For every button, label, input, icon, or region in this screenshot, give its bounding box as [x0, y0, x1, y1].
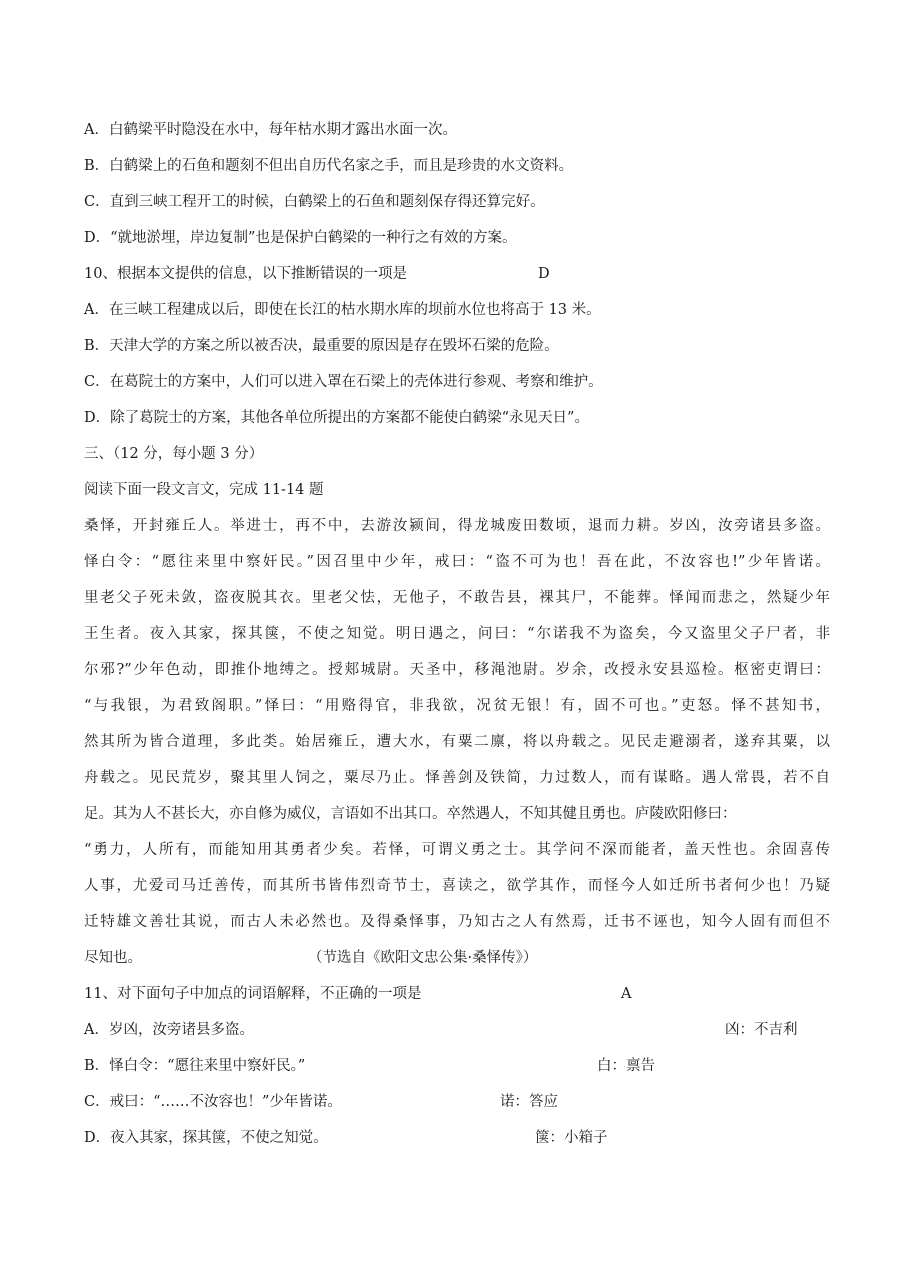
q10-answer: D [538, 266, 550, 282]
q11-definition-a: 凶：不吉利 [725, 1022, 798, 1038]
passage-line: 怿白令：“愿往来里中察奸民。”因召里中少年，戒曰：“盗不可为也！吾在此，不汝容也!”少年皆诺。 [84, 554, 830, 570]
q11-definition-b: 白：禀告 [597, 1058, 655, 1074]
q10-option-c: C．在葛院士的方案中，人们可以进入罩在石梁上的壳体进行参观、考察和维护。 [84, 374, 603, 390]
passage-line: 然其所为皆合道理，多此类。始居雍丘，遭大水，有粟二廪，将以舟载之。见民走避溺者，遂弃其粟，以 [84, 734, 830, 750]
q11-answer: A [621, 986, 632, 1002]
passage-source: （节选自《欧阳文忠公集·桑怿传》） [308, 950, 538, 966]
q9-option-d: D．“就地淤埋，岸边复制”也是保护白鹤梁的一种行之有效的方案。 [84, 230, 517, 246]
passage-line: 足。其为人不甚长大，亦自修为威仪，言语如不出其口。卒然遇人，不知其健且勇也。庐陵欧阳修曰： [84, 806, 737, 822]
q11-stem: 11、对下面句子中加点的词语解释，不正确的一项是 [84, 986, 422, 1002]
q9-option-a: A．白鹤梁平时隐没在水中，每年枯水期才露出水面一次。 [84, 122, 457, 138]
passage-line: 尔邪?”少年色动，即推仆地缚之。授郏城尉。天圣中，移渑池尉。岁余，改授永安县巡检。枢密吏谓曰： [84, 662, 830, 678]
q11-option-b: B．怿白令：“愿往来里中察奸民。” [84, 1058, 306, 1074]
q11-option-c: C．戒曰：“……不汝容也！”少年皆诺。 [84, 1094, 342, 1110]
passage-line: 王生者。夜入其家，探其箧，不使之知觉。明日遇之，问曰：“尔诺我不为盗矣，今又盗里父子尸者，非 [84, 626, 830, 642]
section-heading: 三、（12 分，每小题 3 分） [84, 446, 264, 462]
q9-option-b: B．白鹤梁上的石鱼和题刻不但出自历代名家之手，而且是珍贵的水文资料。 [84, 158, 574, 174]
passage-last-line: 尽知也。 [84, 950, 142, 966]
passage-line: 迁特雄文善壮其说，而古人未必然也。及得桑怿事，乃知古之人有然焉，迁书不诬也，知今人固有而但不 [84, 914, 830, 930]
passage-line: “勇力，人所有，而能知用其勇者少矣。若怿，可谓义勇之士。其学问不深而能者，盖天性也。余固喜传 [84, 842, 830, 858]
q10-option-d: D．除了葛院士的方案，其他各单位所提出的方案都不能使白鹤梁“永见天日”。 [84, 410, 589, 426]
passage-line: 舟载之。见民荒岁，聚其里人饲之，粟尽乃止。怿善剑及铁简，力过数人，而有谋略。遇人常畏，若不自 [84, 770, 830, 786]
passage-line: 人事，尤爱司马迁善传，而其所书皆伟烈奇节士，喜读之，欲学其作，而怪今人如迁所书者何少也！乃疑 [84, 878, 830, 894]
passage-line: 里老父子死未敛，盗夜脱其衣。里老父怯，无他子，不敢告县，裸其尸，不能葬。怿闻而悲之，然疑少年 [84, 590, 830, 606]
q10-option-b: B．天津大学的方案之所以被否决，最重要的原因是存在毁坏石梁的危险。 [84, 338, 559, 354]
q10-stem: 10、根据本文提供的信息，以下推断错误的一项是 [84, 266, 407, 282]
q11-option-a: A．岁凶，汝旁诸县多盗。 [84, 1022, 254, 1038]
section-instruction: 阅读下面一段文言文，完成 11-14 题 [84, 482, 324, 498]
passage-line: 桑怿，开封雍丘人。举进士，再不中，去游汝颍间，得龙城废田数顷，退而力耕。岁凶，汝旁诸县多盗。 [84, 518, 830, 534]
q11-option-d: D．夜入其家，探其箧，不使之知觉。 [84, 1130, 328, 1146]
q11-definition-d: 箧：小箱子 [535, 1130, 608, 1146]
passage-line: “与我银，为君致阁职。”怿曰：“用赂得官，非我欲，况贫无银！有，固不可也。”吏怒。怿不甚知书， [84, 698, 830, 714]
q10-option-a: A．在三峡工程建成以后，即使在长江的枯水期水库的坝前水位也将高于 13 米。 [84, 302, 601, 318]
q9-option-c: C．直到三峡工程开工的时候，白鹤梁上的石鱼和题刻保存得还算完好。 [84, 194, 545, 210]
q11-definition-c: 诺：答应 [500, 1094, 558, 1110]
